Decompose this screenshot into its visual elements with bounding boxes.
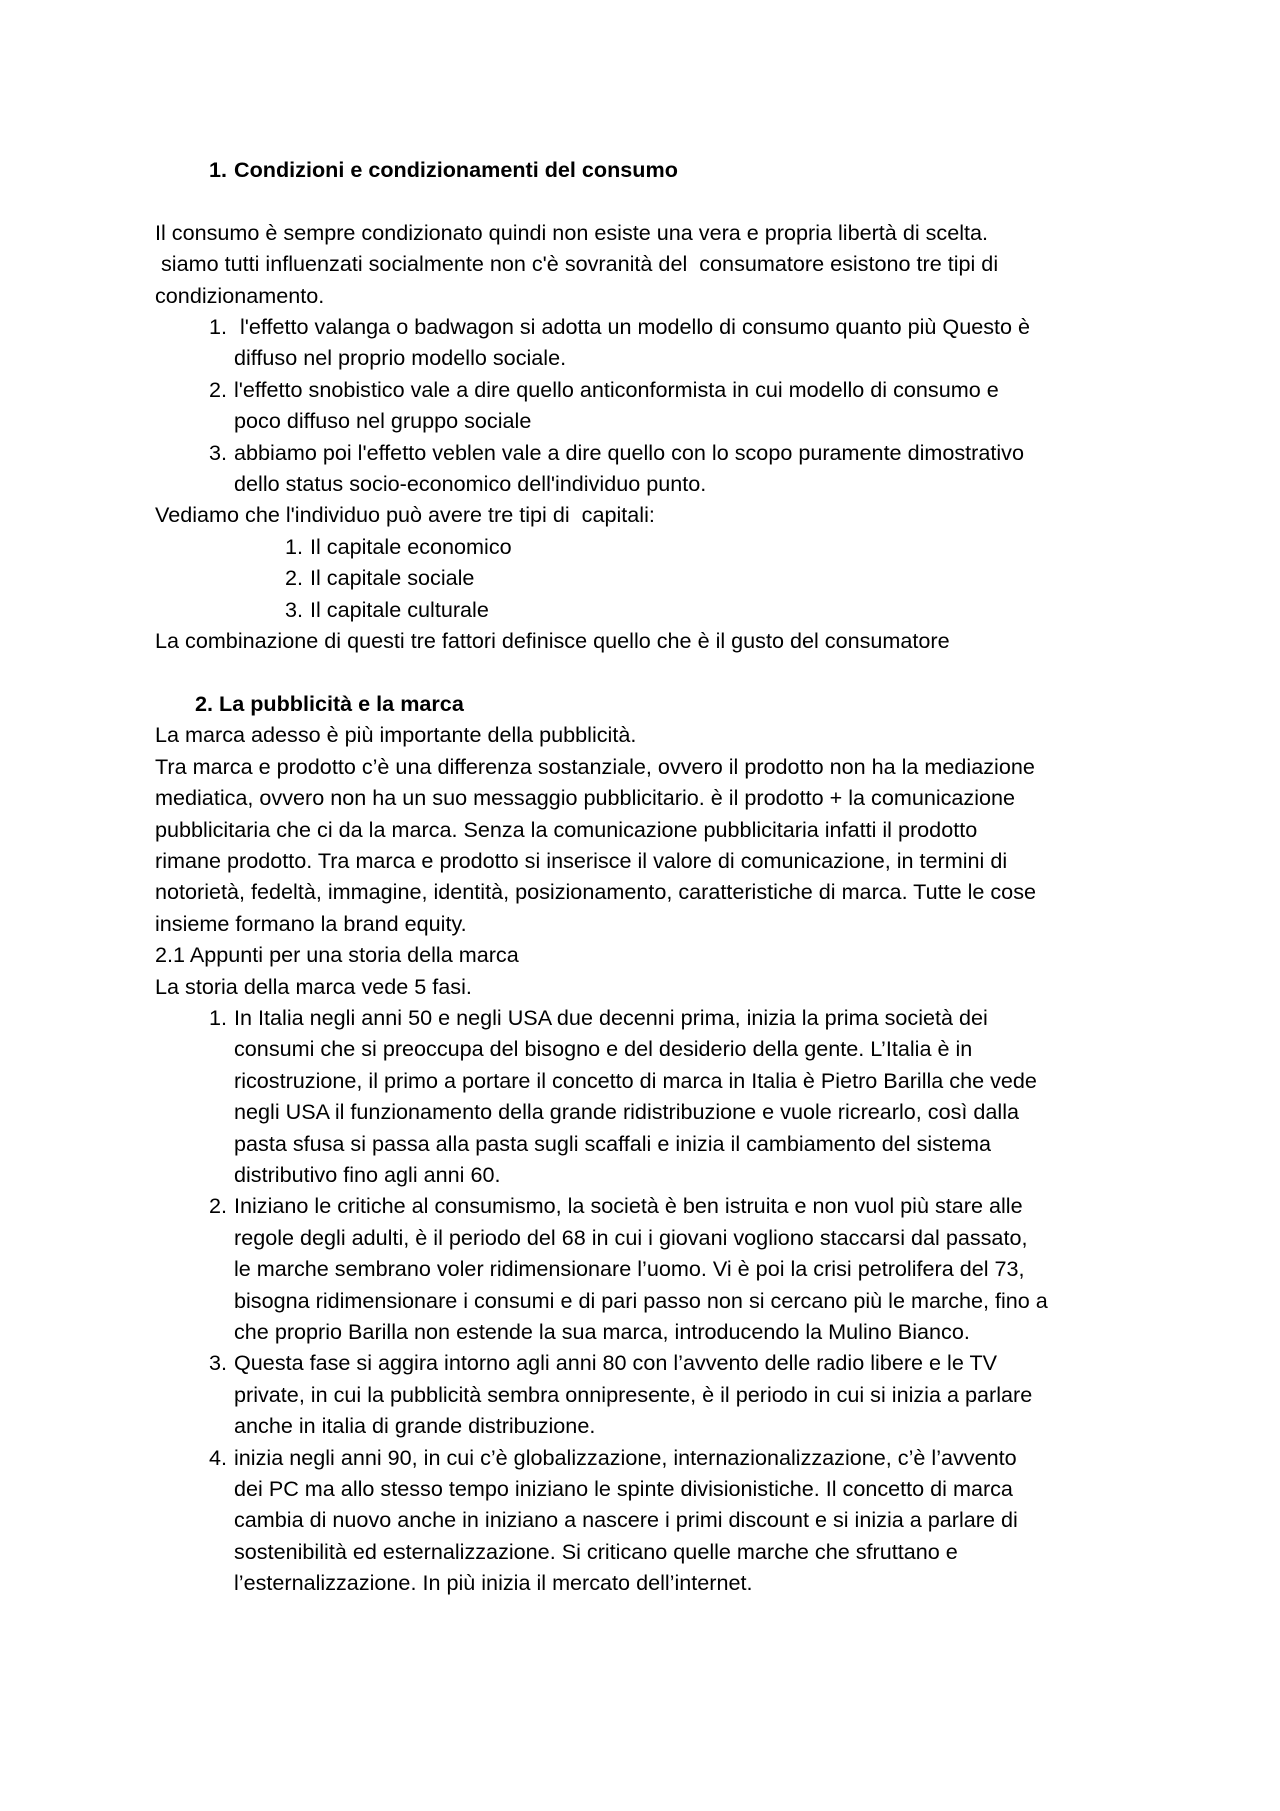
effect-item xyxy=(155,437,1140,500)
list-line: negli USA il funzionamento della grande ridistribuzione e vuole ricrearlo, così dalla xyxy=(234,1099,1020,1125)
list-line: le marche sembrano voler ridimensionare l’uomo. Vi è poi la crisi petrolifera del 73, xyxy=(234,1256,1025,1282)
list-line: poco diffuso nel gruppo sociale xyxy=(234,408,532,434)
effect-item xyxy=(155,311,1140,374)
section-1-title: Condizioni e condizionamenti del consumo xyxy=(234,157,678,182)
list-line: dei PC ma allo stesso tempo iniziano le spinte divisionistiche. Il concetto di marca xyxy=(234,1476,1013,1502)
paragraph-line: Tra marca e prodotto c’è una differenza sostanziale, ovvero il prodotto non ha la mediazione xyxy=(155,753,1035,779)
paragraph-line: La marca adesso è più importante della pubblicità. xyxy=(155,722,637,748)
section-2-heading: 2. La pubblicità e la marca xyxy=(195,690,464,716)
list-number: 2. xyxy=(284,565,303,591)
intro-line: Il consumo è sempre condizionato quindi non esiste una vera e propria libertà di scelta. xyxy=(155,219,989,245)
capital-item xyxy=(155,531,1140,562)
capitals-intro: Vediamo che l'individuo può avere tre tipi di capitali: xyxy=(155,502,655,528)
phase-item xyxy=(155,1442,1140,1599)
paragraph-line: insieme formano la brand equity. xyxy=(155,910,467,936)
intro-line: condizionamento. xyxy=(155,282,325,308)
list-line: diffuso nel proprio modello sociale. xyxy=(234,345,567,371)
list-line: In Italia negli anni 50 e negli USA due decenni prima, inizia la prima società dei xyxy=(234,1004,988,1030)
list-number: 3. xyxy=(284,596,303,622)
list-line: regole degli adulti, è il periodo del 68 in cui i giovani vogliono staccarsi dal passato, xyxy=(234,1224,1028,1250)
list-number: 4. xyxy=(208,1444,227,1470)
list-line: Questa fase si aggira intorno agli anni 80 con l’avvento delle radio libere e le TV xyxy=(234,1350,998,1376)
list-number: 3. xyxy=(208,439,227,465)
list-line: Il capitale culturale xyxy=(310,596,489,622)
list-line: Iniziano le critiche al consumismo, la società è ben istruita e non vuol più stare alle xyxy=(234,1193,1023,1219)
list-line: l'effetto snobistico vale a dire quello anticonformista in cui modello di consumo e xyxy=(234,376,999,402)
list-number: 1. xyxy=(208,1004,227,1030)
list-number: 1. xyxy=(284,533,303,559)
list-line: ricostruzione, il primo a portare il concetto di marca in Italia è Pietro Barilla che vede xyxy=(234,1067,1037,1093)
section-1-number: 1. xyxy=(208,157,227,182)
list-line: Il capitale economico xyxy=(310,533,512,559)
list-line: cambia di nuovo anche in iniziano a nascere i primi discount e si inizia a parlare di xyxy=(234,1507,1018,1533)
list-line: abbiamo poi l'effetto veblen vale a dire quello con lo scopo puramente dimostrativo xyxy=(234,439,1024,465)
section-1-heading xyxy=(155,154,1140,185)
paragraph-line: mediatica, ovvero non ha un suo messaggio pubblicitario. è il prodotto + la comunicazione xyxy=(155,785,1016,811)
effect-item xyxy=(155,374,1140,437)
conclusion: La combinazione di questi tre fattori definisce quello che è il gusto del consumatore xyxy=(155,628,950,654)
spacer xyxy=(155,656,1140,687)
intro-line: siamo tutti influenzati socialmente non c'è sovranità del consumatore esistono tre tipi di xyxy=(155,251,999,277)
list-line: inizia negli anni 90, in cui c’è globalizzazione, internazionalizzazione, c’è l’avvento xyxy=(234,1444,1017,1470)
list-line: che proprio Barilla non estende la sua marca, introducendo la Mulino Bianco. xyxy=(234,1319,970,1344)
capital-item xyxy=(155,562,1140,593)
list-line: bisogna ridimensionare i consumi e di pari passo non si cercano più le marche, fino a xyxy=(234,1287,1048,1313)
paragraph-line: pubblicitaria che ci da la marca. Senza la comunicazione pubblicitaria infatti il prodotto xyxy=(155,816,978,842)
list-number: 3. xyxy=(208,1350,227,1376)
list-line: sostenibilità ed esternalizzazione. Si criticano quelle marche che sfruttano e xyxy=(234,1538,958,1564)
list-number: 1. xyxy=(208,314,227,340)
phase-item xyxy=(155,1190,1140,1347)
list-line: private, in cui la pubblicità sembra onnipresente, è il periodo in cui si inizia a parlare xyxy=(234,1381,1033,1407)
document-body xyxy=(155,154,1140,1599)
phases-intro: La storia della marca vede 5 fasi. xyxy=(155,973,472,999)
list-line: Il capitale sociale xyxy=(310,565,475,591)
phase-item xyxy=(155,1347,1140,1441)
capital-item xyxy=(155,594,1140,625)
list-line: dello status socio-economico dell'individuo punto. xyxy=(234,471,707,497)
paragraph-line: rimane prodotto. Tra marca e prodotto si inserisce il valore di comunicazione, in termini di xyxy=(155,847,1008,873)
phase-item xyxy=(155,1002,1140,1190)
list-number: 2. xyxy=(208,1193,227,1219)
list-line: distributivo fino agli anni 60. xyxy=(234,1161,501,1187)
list-line: l'effetto valanga o badwagon si adotta un modello di consumo quanto più Questo è xyxy=(234,314,1031,340)
list-number: 2. xyxy=(208,376,227,402)
subheading: 2.1 Appunti per una storia della marca xyxy=(155,942,519,968)
list-line: consumi che si preoccupa del bisogno e del desiderio della gente. L’Italia è in xyxy=(234,1036,973,1062)
list-line: l’esternalizzazione. In più inizia il mercato dell’internet. xyxy=(234,1570,753,1596)
list-line: pasta sfusa si passa alla pasta sugli scaffali e inizia il cambiamento del sistema xyxy=(234,1130,991,1156)
paragraph-line: notorietà, fedeltà, immagine, identità, posizionamento, caratteristiche di marca. Tutte le cose xyxy=(155,879,1036,905)
list-line: anche in italia di grande distribuzione. xyxy=(234,1413,596,1439)
spacer xyxy=(155,185,1140,216)
